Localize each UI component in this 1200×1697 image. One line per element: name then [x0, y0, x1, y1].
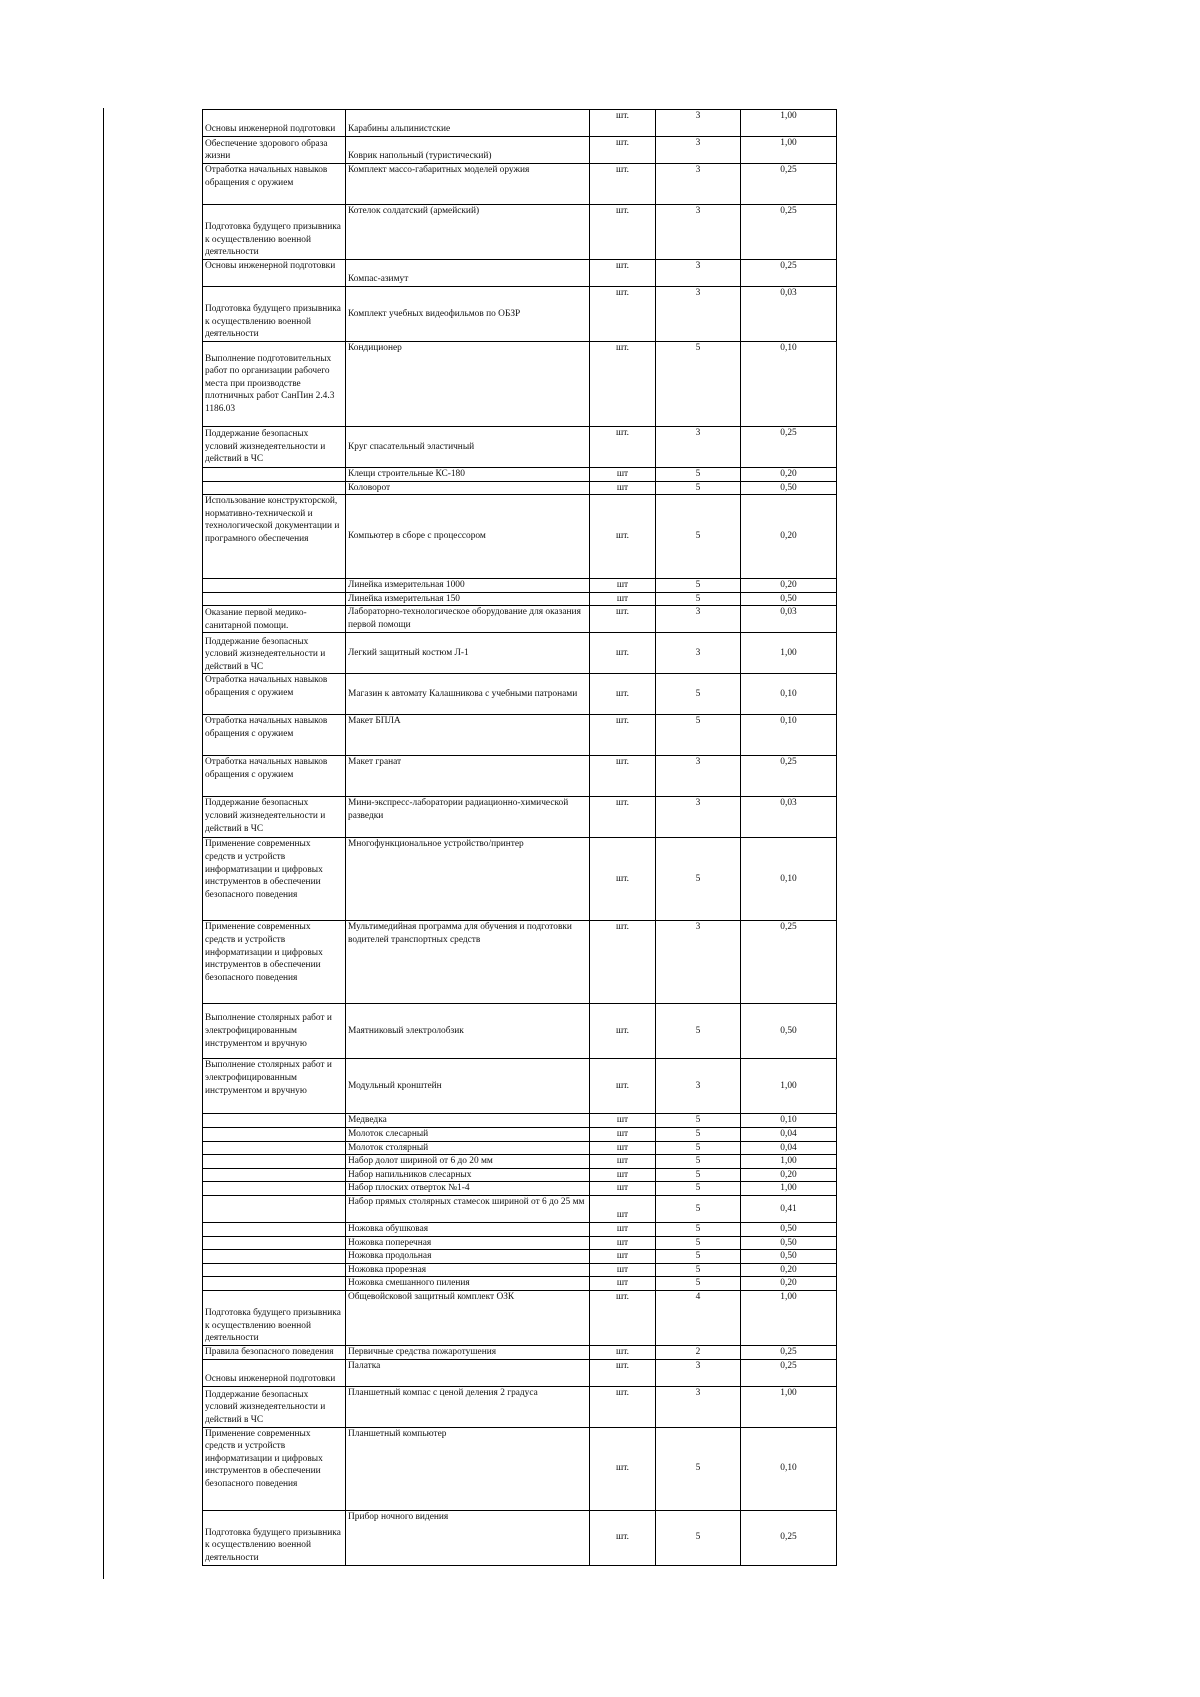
training-area-cell [203, 592, 346, 606]
item-name-cell: Лабораторно-технологическое оборудование для оказания первой помощи [346, 606, 590, 633]
training-area-cell: Отработка начальных навыков обращения с оружием [203, 164, 346, 205]
unit-cell: шт. [590, 1510, 656, 1565]
table-row [203, 137, 837, 164]
training-area-cell: Правила безопасного поведения [203, 1345, 346, 1359]
item-name-cell: Компас-азимут [346, 260, 590, 287]
quantity-cell: 5 [656, 1004, 741, 1059]
ratio-cell: 0,20 [741, 579, 837, 593]
quantity-cell: 2 [656, 1345, 741, 1359]
training-area-cell: Отработка начальных навыков обращения с оружием [203, 674, 346, 715]
unit-cell: шт [590, 1222, 656, 1236]
ratio-cell: 1,00 [741, 1290, 837, 1345]
training-area-cell [203, 1250, 346, 1264]
unit-cell: шт. [590, 1427, 656, 1510]
unit-cell: шт. [590, 838, 656, 921]
item-name-cell: Комплект массо-габаритных моделей оружия [346, 164, 590, 205]
table-row [203, 1290, 837, 1345]
unit-cell: шт. [590, 164, 656, 205]
ratio-cell: 0,04 [741, 1127, 837, 1141]
training-area-cell: Выполнение столярных работ и электрофицированным инструментом и вручную [203, 1059, 346, 1114]
training-area-cell: Подготовка будущего призывника к осуществлению военной деятельности [203, 1290, 346, 1345]
quantity-cell: 5 [656, 342, 741, 427]
ratio-cell: 0,25 [741, 756, 837, 797]
quantity-cell: 5 [656, 1155, 741, 1169]
unit-cell: шт. [590, 110, 656, 137]
quantity-cell: 5 [656, 1141, 741, 1155]
quantity-cell: 3 [656, 205, 741, 260]
quantity-cell: 5 [656, 579, 741, 593]
unit-cell: шт [590, 481, 656, 495]
table-row [203, 674, 837, 715]
quantity-cell: 4 [656, 1290, 741, 1345]
unit-cell: шт. [590, 1004, 656, 1059]
quantity-cell: 3 [656, 797, 741, 838]
item-name-cell: Молоток слесарный [346, 1127, 590, 1141]
quantity-cell: 3 [656, 1059, 741, 1114]
unit-cell: шт. [590, 1359, 656, 1386]
ratio-cell: 0,50 [741, 1004, 837, 1059]
unit-cell: шт [590, 468, 656, 482]
training-area-cell [203, 1236, 346, 1250]
table-row [203, 260, 837, 287]
table-row [203, 797, 837, 838]
ratio-cell: 0,10 [741, 1427, 837, 1510]
unit-cell: шт. [590, 1345, 656, 1359]
ratio-cell: 0,10 [741, 342, 837, 427]
ratio-cell: 0,50 [741, 1222, 837, 1236]
ratio-cell: 0,25 [741, 1510, 837, 1565]
ratio-cell: 0,03 [741, 287, 837, 342]
table-row [203, 1195, 837, 1222]
table-row [203, 1427, 837, 1510]
unit-cell: шт. [590, 1059, 656, 1114]
ratio-cell: 0,20 [741, 468, 837, 482]
quantity-cell: 5 [656, 481, 741, 495]
quantity-cell: 5 [656, 468, 741, 482]
table-row [203, 1141, 837, 1155]
ratio-cell: 0,50 [741, 592, 837, 606]
unit-cell: шт. [590, 606, 656, 633]
table-row [203, 756, 837, 797]
quantity-cell: 5 [656, 1236, 741, 1250]
training-area-cell [203, 1182, 346, 1196]
training-area-cell: Выполнение столярных работ и электрофицированным инструментом и вручную [203, 1004, 346, 1059]
item-name-cell: Прибор ночного видения [346, 1510, 590, 1565]
ratio-cell: 0,25 [741, 921, 837, 1004]
quantity-cell: 3 [656, 1386, 741, 1427]
training-area-cell: Отработка начальных навыков обращения с оружием [203, 756, 346, 797]
equipment-table-body [203, 110, 837, 1566]
item-name-cell: Клещи строительные КС-180 [346, 468, 590, 482]
quantity-cell: 3 [656, 921, 741, 1004]
item-name-cell: Маятниковый электролобзик [346, 1004, 590, 1059]
item-name-cell: Планшетный компас с ценой деления 2 градуса [346, 1386, 590, 1427]
quantity-cell: 3 [656, 606, 741, 633]
table-row [203, 205, 837, 260]
quantity-cell: 5 [656, 715, 741, 756]
quantity-cell: 5 [656, 1263, 741, 1277]
item-name-cell: Ножовка поперечная [346, 1236, 590, 1250]
unit-cell: шт [590, 1277, 656, 1291]
training-area-cell: Подготовка будущего призывника к осуществлению военной деятельности [203, 205, 346, 260]
table-row [203, 579, 837, 593]
quantity-cell: 5 [656, 838, 741, 921]
training-area-cell [203, 579, 346, 593]
unit-cell: шт [590, 1141, 656, 1155]
table-row [203, 1168, 837, 1182]
training-area-cell: Основы инженерной подготовки [203, 110, 346, 137]
training-area-cell: Применение современных средств и устройств информатизации и цифровых инструментов в обеспечении безопасного поведения [203, 921, 346, 1004]
unit-cell: шт. [590, 674, 656, 715]
quantity-cell: 3 [656, 427, 741, 468]
item-name-cell: Ножовка смешанного пиления [346, 1277, 590, 1291]
unit-cell: шт. [590, 260, 656, 287]
table-row [203, 838, 837, 921]
unit-cell: шт. [590, 495, 656, 579]
quantity-cell: 5 [656, 1250, 741, 1264]
unit-cell: шт. [590, 756, 656, 797]
ratio-cell: 1,00 [741, 137, 837, 164]
training-area-cell: Применение современных средств и устройств информатизации и цифровых инструментов в обеспечении безопасного поведения [203, 1427, 346, 1510]
unit-cell: шт. [590, 797, 656, 838]
table-row [203, 1114, 837, 1128]
table-row [203, 1059, 837, 1114]
training-area-cell: Применение современных средств и устройств информатизации и цифровых инструментов в обеспечении безопасного поведения [203, 838, 346, 921]
table-row [203, 287, 837, 342]
unit-cell: шт. [590, 137, 656, 164]
quantity-cell: 5 [656, 1182, 741, 1196]
item-name-cell: Легкий защитный костюм Л-1 [346, 633, 590, 674]
unit-cell: шт. [590, 205, 656, 260]
unit-cell: шт [590, 579, 656, 593]
unit-cell: шт [590, 1195, 656, 1222]
item-name-cell: Общевойсковой защитный комплект ОЗК [346, 1290, 590, 1345]
unit-cell: шт [590, 1263, 656, 1277]
table-row [203, 1127, 837, 1141]
table-row [203, 1222, 837, 1236]
table-row [203, 1182, 837, 1196]
training-area-cell: Оказание первой медико-санитарной помощи. [203, 606, 346, 633]
unit-cell: шт. [590, 287, 656, 342]
training-area-cell [203, 481, 346, 495]
quantity-cell: 5 [656, 1114, 741, 1128]
quantity-cell: 3 [656, 633, 741, 674]
item-name-cell: Линейка измерительная 150 [346, 592, 590, 606]
quantity-cell: 3 [656, 1359, 741, 1386]
table-row [203, 1345, 837, 1359]
ratio-cell: 0,25 [741, 260, 837, 287]
ratio-cell: 1,00 [741, 110, 837, 137]
ratio-cell: 0,50 [741, 481, 837, 495]
unit-cell: шт [590, 1168, 656, 1182]
item-name-cell: Молоток столярный [346, 1141, 590, 1155]
item-name-cell: Первичные средства пожаротушения [346, 1345, 590, 1359]
unit-cell: шт [590, 1114, 656, 1128]
table-row [203, 468, 837, 482]
training-area-cell [203, 1195, 346, 1222]
ratio-cell: 0,10 [741, 838, 837, 921]
item-name-cell: Мультимедийная программа для обучения и подготовки водителей транспортных средств [346, 921, 590, 1004]
quantity-cell: 5 [656, 674, 741, 715]
training-area-cell: Использование конструкторской, нормативно-технической и технологической документации и програмного обеспечения [203, 495, 346, 579]
quantity-cell: 3 [656, 287, 741, 342]
training-area-cell: Обеспечение здорового образа жизни [203, 137, 346, 164]
equipment-table [202, 109, 837, 1566]
item-name-cell: Набор прямых столярных стамесок шириной от 6 до 25 мм [346, 1195, 590, 1222]
ratio-cell: 0,04 [741, 1141, 837, 1155]
ratio-cell: 0,20 [741, 1277, 837, 1291]
unit-cell: шт. [590, 633, 656, 674]
ratio-cell: 0,10 [741, 1114, 837, 1128]
unit-cell: шт [590, 1182, 656, 1196]
training-area-cell [203, 1263, 346, 1277]
training-area-cell: Поддержание безопасных условий жизнедеятельности и действий в ЧС [203, 1386, 346, 1427]
ratio-cell: 1,00 [741, 1059, 837, 1114]
quantity-cell: 5 [656, 1510, 741, 1565]
item-name-cell: Кондиционер [346, 342, 590, 427]
quantity-cell: 5 [656, 592, 741, 606]
item-name-cell: Компьютер в сборе с процессором [346, 495, 590, 579]
ratio-cell: 0,25 [741, 164, 837, 205]
quantity-cell: 5 [656, 1427, 741, 1510]
unit-cell: шт [590, 1250, 656, 1264]
item-name-cell: Палатка [346, 1359, 590, 1386]
item-name-cell: Набор напильников слесарных [346, 1168, 590, 1182]
training-area-cell [203, 1222, 346, 1236]
unit-cell: шт. [590, 342, 656, 427]
table-row [203, 1155, 837, 1169]
table-row [203, 1277, 837, 1291]
quantity-cell: 3 [656, 110, 741, 137]
ratio-cell: 0,25 [741, 427, 837, 468]
table-row [203, 606, 837, 633]
quantity-cell: 3 [656, 260, 741, 287]
training-area-cell [203, 468, 346, 482]
table-row [203, 495, 837, 579]
item-name-cell: Планшетный компьютер [346, 1427, 590, 1510]
training-area-cell [203, 1168, 346, 1182]
item-name-cell: Круг спасательный эластичный [346, 427, 590, 468]
table-row [203, 1250, 837, 1264]
ratio-cell: 0,20 [741, 1168, 837, 1182]
unit-cell: шт [590, 1155, 656, 1169]
item-name-cell: Комплект учебных видеофильмов по ОБЗР [346, 287, 590, 342]
unit-cell: шт [590, 592, 656, 606]
table-row [203, 633, 837, 674]
table-row [203, 110, 837, 137]
table-row [203, 1359, 837, 1386]
item-name-cell: Медведка [346, 1114, 590, 1128]
unit-cell: шт. [590, 427, 656, 468]
quantity-cell: 5 [656, 495, 741, 579]
ratio-cell: 1,00 [741, 633, 837, 674]
unit-cell: шт. [590, 921, 656, 1004]
unit-cell: шт. [590, 1290, 656, 1345]
training-area-cell [203, 1141, 346, 1155]
training-area-cell [203, 1114, 346, 1128]
item-name-cell: Карабины альпинистские [346, 110, 590, 137]
table-row [203, 715, 837, 756]
unit-cell: шт [590, 1236, 656, 1250]
ratio-cell: 0,25 [741, 1359, 837, 1386]
item-name-cell: Магазин к автомату Калашникова с учебными патронами [346, 674, 590, 715]
item-name-cell: Ножовка обушковая [346, 1222, 590, 1236]
table-row [203, 481, 837, 495]
item-name-cell: Линейка измерительная 1000 [346, 579, 590, 593]
ratio-cell: 0,50 [741, 1236, 837, 1250]
training-area-cell: Основы инженерной подготовки [203, 1359, 346, 1386]
ratio-cell: 0,03 [741, 797, 837, 838]
ratio-cell: 1,00 [741, 1182, 837, 1196]
ratio-cell: 0,20 [741, 1263, 837, 1277]
table-row [203, 921, 837, 1004]
ratio-cell: 1,00 [741, 1155, 837, 1169]
training-area-cell: Выполнение подготовительных работ по организации рабочего места при производстве плотничных работ СанПин 2.4.3 1186.03 [203, 342, 346, 427]
training-area-cell: Отработка начальных навыков обращения с оружием [203, 715, 346, 756]
item-name-cell: Коврик напольный (туристический) [346, 137, 590, 164]
unit-cell: шт. [590, 715, 656, 756]
table-row [203, 427, 837, 468]
item-name-cell: Котелок солдатский (армейский) [346, 205, 590, 260]
ratio-cell: 0,41 [741, 1195, 837, 1222]
training-area-cell: Поддержание безопасных условий жизнедеятельности и действий в ЧС [203, 633, 346, 674]
training-area-cell: Поддержание безопасных условий жизнедеятельности и действий в ЧС [203, 427, 346, 468]
ratio-cell: 0,20 [741, 495, 837, 579]
item-name-cell: Макет БПЛА [346, 715, 590, 756]
quantity-cell: 5 [656, 1195, 741, 1222]
table-row [203, 164, 837, 205]
quantity-cell: 3 [656, 756, 741, 797]
training-area-cell: Подготовка будущего призывника к осуществлению военной деятельности [203, 287, 346, 342]
table-row [203, 342, 837, 427]
item-name-cell: Многофункциональное устройство/принтер [346, 838, 590, 921]
item-name-cell: Набор долот шириной от 6 до 20 мм [346, 1155, 590, 1169]
table-row [203, 1236, 837, 1250]
table-row [203, 1510, 837, 1565]
item-name-cell: Ножовка прорезная [346, 1263, 590, 1277]
training-area-cell: Основы инженерной подготовки [203, 260, 346, 287]
ratio-cell: 0,10 [741, 715, 837, 756]
left-margin-line [103, 108, 104, 1579]
table-row [203, 592, 837, 606]
item-name-cell: Мини-экспресс-лаборатории радиационно-химической разведки [346, 797, 590, 838]
table-row [203, 1263, 837, 1277]
quantity-cell: 5 [656, 1277, 741, 1291]
item-name-cell: Модульный кронштейн [346, 1059, 590, 1114]
item-name-cell: Коловорот [346, 481, 590, 495]
ratio-cell: 0,25 [741, 205, 837, 260]
quantity-cell: 5 [656, 1222, 741, 1236]
quantity-cell: 3 [656, 164, 741, 205]
training-area-cell: Поддержание безопасных условий жизнедеятельности и действий в ЧС [203, 797, 346, 838]
training-area-cell [203, 1277, 346, 1291]
unit-cell: шт [590, 1127, 656, 1141]
training-area-cell: Подготовка будущего призывника к осуществлению военной деятельности [203, 1510, 346, 1565]
unit-cell: шт. [590, 1386, 656, 1427]
item-name-cell: Макет гранат [346, 756, 590, 797]
ratio-cell: 0,50 [741, 1250, 837, 1264]
training-area-cell [203, 1127, 346, 1141]
table-row [203, 1386, 837, 1427]
ratio-cell: 0,25 [741, 1345, 837, 1359]
quantity-cell: 5 [656, 1168, 741, 1182]
quantity-cell: 3 [656, 137, 741, 164]
item-name-cell: Набор плоских отверток №1-4 [346, 1182, 590, 1196]
ratio-cell: 0,03 [741, 606, 837, 633]
ratio-cell: 1,00 [741, 1386, 837, 1427]
training-area-cell [203, 1155, 346, 1169]
ratio-cell: 0,10 [741, 674, 837, 715]
quantity-cell: 5 [656, 1127, 741, 1141]
item-name-cell: Ножовка продольная [346, 1250, 590, 1264]
table-row [203, 1004, 837, 1059]
